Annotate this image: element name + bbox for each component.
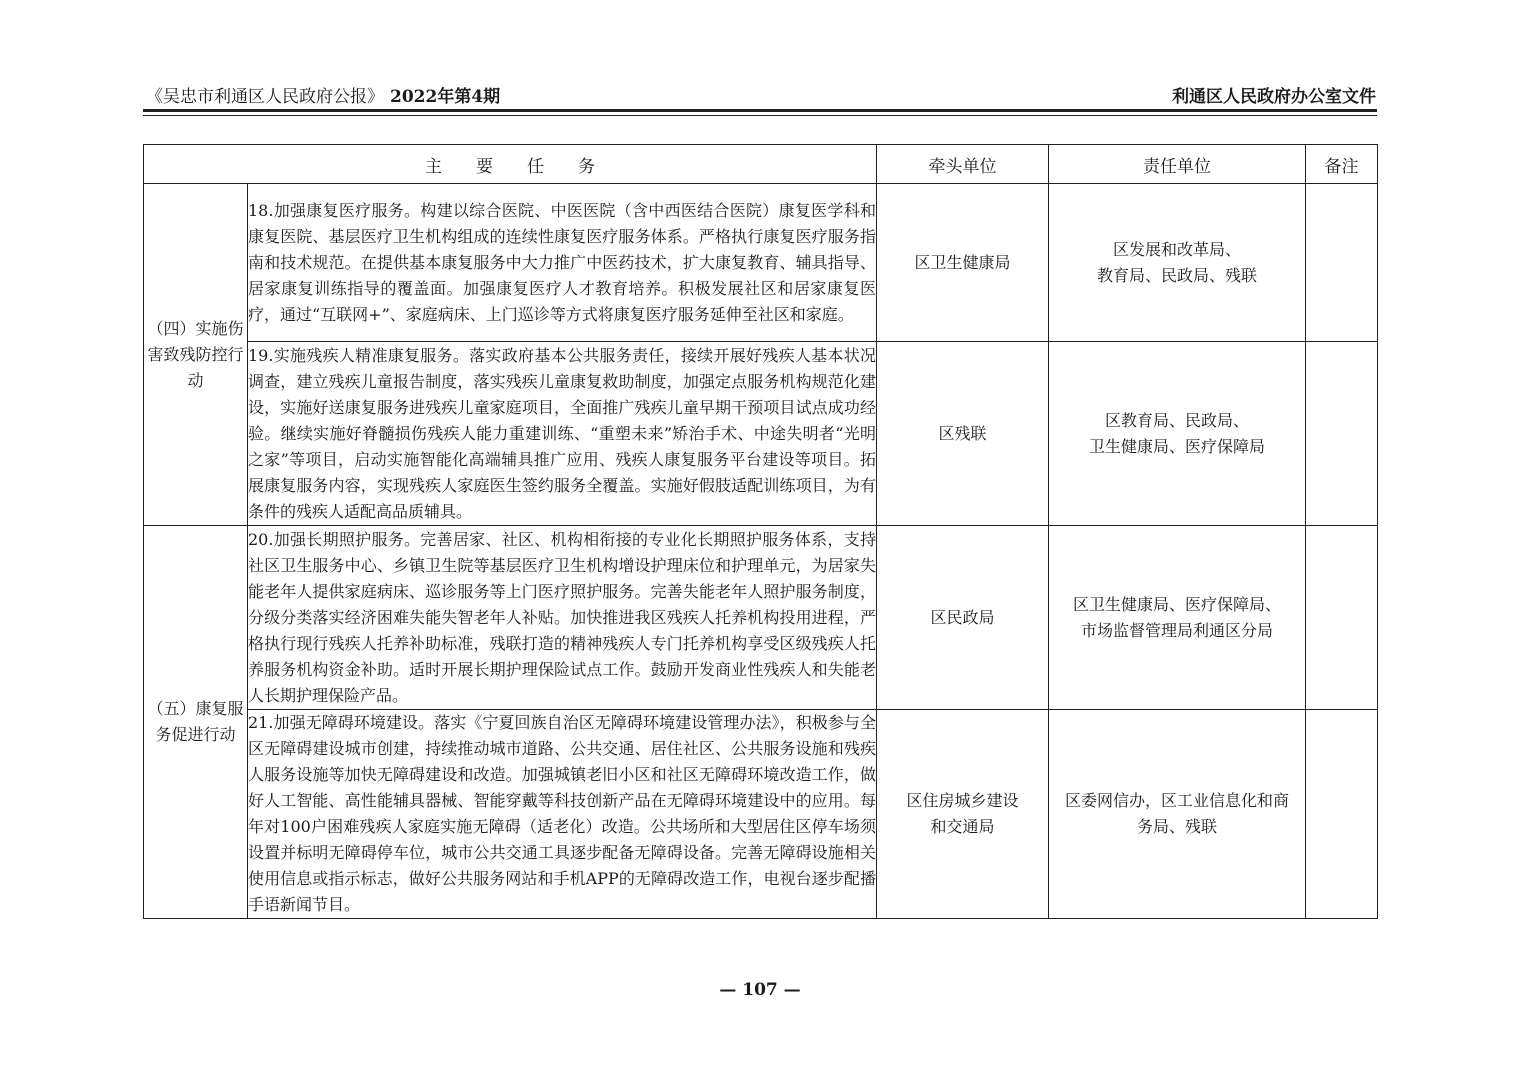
responsible-unit-cell	[1049, 526, 1306, 710]
lead-line: 区住房城乡建设	[906, 791, 1019, 810]
header-lead: 牵头单位	[877, 145, 1049, 184]
responsible-line: 区教育局、民政局、	[1104, 410, 1249, 430]
remarks-cell	[1306, 184, 1378, 342]
remarks-cell	[1306, 342, 1378, 526]
task-cell: 21.加强无障碍环境建设。落实《宁夏回族自治区无障碍环境建设管理办法》，积极参与全区无障碍建设城市创建，持续推动城市道路、公共交通、居住社区、公共服务设施和残疾人服务设施等加快无障碍建设和改造。加强城镇老旧小区和社区无障碍环境改造工作，做好人工智能、高性能辅具器械、智能穿戴等科技创新产品在无障碍环境建设中的应用。每年对100户困难残疾人家庭实施无障碍（适老化）改造。公共场所和大型居住区停车场须设置并标明无障碍停车位，城市公共交通工具逐步配备无障碍设备。完善无障碍设施相关使用信息或指示标志，做好公共服务网站和手机APP的无障碍改造工作，电视台逐步配播手语新闻节目。	[248, 710, 877, 919]
task-cell: 19.实施残疾人精准康复服务。落实政府基本公共服务责任，接续开展好残疾人基本状况调查，建立残疾儿童报告制度，落实残疾儿童康复救助制度，加强定点服务机构规范化建设，实施好送康复服务进残疾儿童家庭项目，全面推广残疾儿童早期干预项目试点成功经验。继续实施好脊髓损伤残疾人能力重建训练、“重塑未来”矫治手术、中途失明者“光明之家”等项目，启动实施智能化高端辅具推广应用、残疾人康复服务平台建设等项目。拓展康复服务内容，实现残疾人家庭医生签约服务全覆盖。实施好假肢适配训练项目，为有条件的残疾人适配高品质辅具。	[248, 342, 877, 526]
category-cell: （五）康复服务促进行动	[144, 526, 248, 919]
header-publication	[146, 82, 500, 107]
responsible-unit-cell	[1049, 342, 1306, 526]
remarks-cell	[1306, 526, 1378, 710]
lead-unit-cell: 区卫生健康局	[877, 184, 1049, 342]
remarks-cell	[1306, 710, 1378, 919]
lead-unit-cell: 区民政局	[877, 526, 1049, 710]
task-cell: 18.加强康复医疗服务。构建以综合医院、中医医院（含中西医结合医院）康复医学科和康复医院、基层医疗卫生机构组成的连续性康复医疗服务体系。严格执行康复医疗服务指南和技术规范。在提供基本康复服务中大力推广中医药技术，扩大康复教育、辅具指导、居家康复训练指导的覆盖面。加强康复医疗人才教育培养。积极发展社区和居家康复医疗，通过“互联网+”、家庭病床、上门巡诊等方式将康复医疗服务延伸至社区和家庭。	[248, 184, 877, 342]
header-remarks: 备注	[1306, 145, 1378, 184]
table-header-row	[144, 145, 1378, 184]
responsible-line: 区发展和改革局、	[1112, 239, 1241, 259]
header-task: 主要任务	[144, 145, 877, 184]
publication-title: 《吴忠市利通区人民政府公报》	[146, 87, 384, 107]
table-row	[144, 710, 1378, 919]
table-row	[144, 184, 1378, 342]
header-rule-thick	[143, 109, 1377, 112]
table-row	[144, 526, 1378, 710]
lead-line: 和交通局	[930, 817, 995, 836]
lead-unit-cell: 区残联	[877, 342, 1049, 526]
responsible-line: 市场监督管理局利通区分局	[1080, 620, 1273, 640]
responsible-line: 务局、残联	[1136, 817, 1217, 836]
lead-unit-cell	[877, 710, 1049, 919]
header-office: 利通区人民政府办公室文件	[1172, 87, 1376, 107]
page-number: — 107 —	[719, 980, 801, 1000]
responsible-line: 区委网信办，区工业信息化和商	[1064, 791, 1289, 810]
issue-label: 2022年第4期	[390, 87, 501, 107]
responsible-unit-cell	[1049, 710, 1306, 919]
category-cell: （四）实施伤害致残防控行动	[144, 184, 248, 526]
task-table	[143, 144, 1378, 919]
responsible-unit-cell	[1049, 184, 1306, 342]
header-responsible: 责任单位	[1049, 145, 1306, 184]
responsible-line: 卫生健康局、医疗保障局	[1088, 436, 1265, 456]
task-cell: 20.加强长期照护服务。完善居家、社区、机构相衔接的专业化长期照护服务体系，支持社区卫生服务中心、乡镇卫生院等基层医疗卫生机构增设护理床位和护理单元，为居家失能老年人提供家庭病床、巡诊服务等上门医疗照护服务。完善失能老年人照护服务制度，分级分类落实经济困难失能失智老年人补贴。加快推进我区残疾人托养机构投用进程，严格执行现行残疾人托养补助标准，残联打造的精神残疾人专门托养机构享受区级残疾人托养服务机构资金补助。适时开展长期护理保险试点工作。鼓励开发商业性残疾人和失能老人长期护理保险产品。	[248, 526, 877, 710]
responsible-line: 区卫生健康局、医疗保障局、	[1072, 594, 1281, 614]
responsible-line: 教育局、民政局、残联	[1096, 265, 1257, 285]
header-rule-thin	[143, 115, 1377, 116]
table-row	[144, 342, 1378, 526]
